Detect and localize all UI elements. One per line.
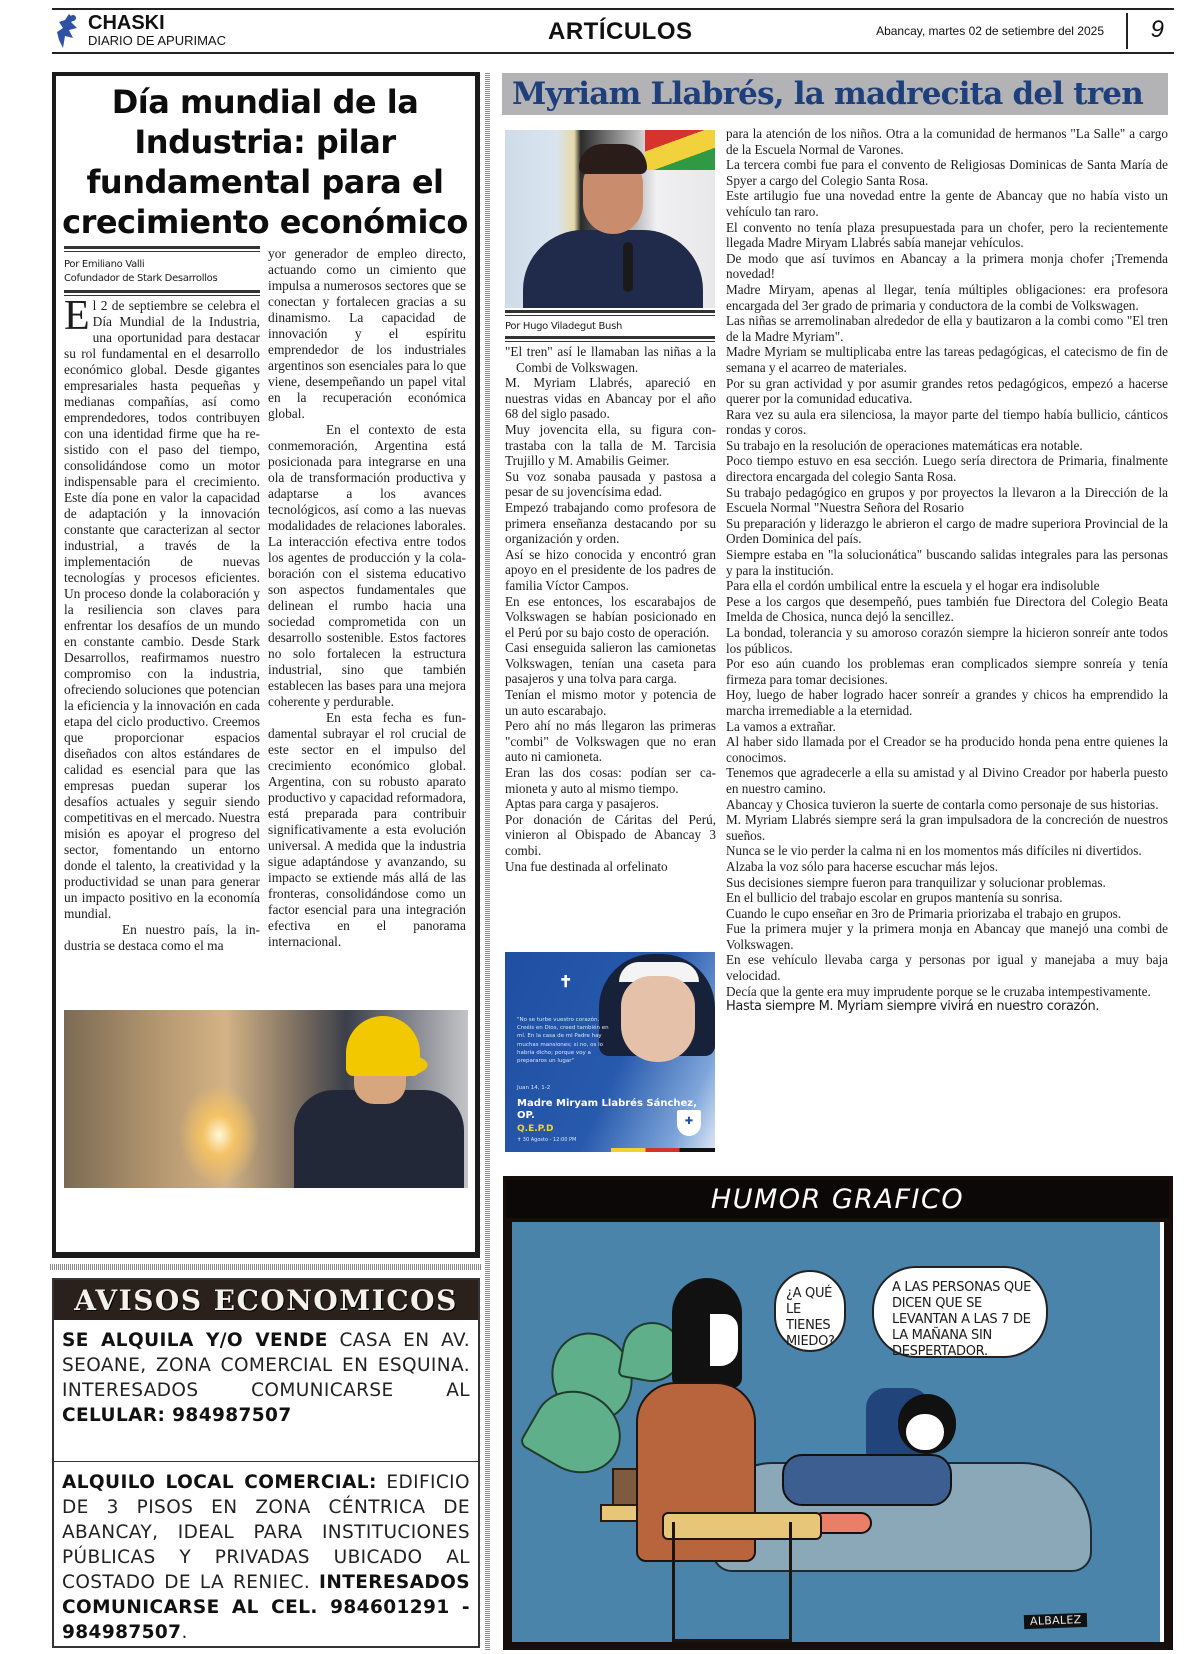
article-paragraph: En el bullicio del trabajo escolar en grupos mantenía su sonrisa. [726,890,1063,906]
classified-ad: SE ALQUILA Y/O VENDE CASA EN AV. SEOANE, ZONA COMERCIAL EN ESQUINA. INTERESADOS COMUNICARSE AL CELULAR: 984987507 [54,1320,478,1462]
brand-subtitle: DIARIO DE APURIMAC [88,33,226,48]
industry-day-article [52,72,480,1258]
article-paragraph: Una fue destinada al orfelinato [505,858,668,874]
ad-contact: CELULAR: 984987507 [62,1405,292,1426]
article-paragraph: Cuando le cupo enseñar en 3ro de Primaria priorizaba el trabajo en grupos. [726,905,1122,921]
article-paragraph: Así se hizo conocida y encontró gran apoyo en el presidente de los padres de familia Víctor Campos. [505,546,716,593]
dateline: Abancay, martes 02 de setiembre del 2025 [876,24,1104,38]
obituary-quote: "No se turbe vuestro corazón. Creéis en Dios, creed también en mí. En la casa de mi Padre hay muchas mansiones; si no, os lo habría dicho; porque voy a prepararos un lugar" [517,1017,609,1065]
byline-block [64,246,260,296]
obituary-reference: Juan 14, 1-2 [517,1085,551,1091]
ad-lead: SE ALQUILA Y/O VENDE [62,1330,328,1351]
article-paragraph: Poco tiempo estuvo en esa sección. Luego sería directora de Primaria, finalmente directora encargada del colegio Santa Rosa. [726,453,1168,485]
rule-divider [505,336,715,342]
article-paragraph: El 2 de septiembre se celebra el Día Mundial de la Industria, una oportunidad para destacar su rol fundamental en el desarrollo económico global. Desde gigantes empresariales hasta pequeñas y medianas compañías, así como emprendedores, todos contribuyen con una identidad firme que ha resistido con el paso del tiempo, consolidándose como un motor indispensable para el crecimiento. Este día pone en valor la capacidad de adaptación y la innovación constante que caracterizan al sector industrial, a través de la implementación de nuevas tecnologías y procesos eficientes. Un proceso donde la colaboración y la resiliencia son claves para enfrentar los desafíos de un mundo en constante cambio. Desde Stark Desarrollos, reafirmamos nuestro compromiso con la industria, ofreciendo soluciones que potencian la eficiencia y la innovación en cada etapa del ciclo productivo. Creemos que proporcionar espacios diseñados con altos estándares de calidad es esencial para que las empresas puedan superar los desafíos actuales y seguir siendo competitivas en el mercado. Nuestra misión es apoyar el progreso del sector, fomentando un entorno donde el talento, la creatividad y la productividad se unan para generar un impacto positivo en la economía mundial. [64,293,260,921]
article-column-2 [268,246,466,950]
worker-figure [294,1090,464,1188]
byline [64,252,260,290]
article-paragraph: Empezó trabajando como profesora de primera enseñanza destacando por su organización y orden. [505,499,716,547]
article-lead: "El tren" así le llamaban las niñas a la Combi de Volkswagen. [505,344,716,375]
chair-legs [672,1522,792,1642]
article-column-1 [64,293,260,954]
author-suit [523,230,703,308]
article-paragraph: Alzaba la voz sólo para hacerse escuchar más lejos. [726,858,999,874]
article-paragraph: Para ella el cordón umbilical entre la escuela y el hogar era indisoluble [726,578,1100,594]
classifieds-header: AVISOS ECONOMICOS [54,1280,478,1320]
article-paragraph: Nunca se le vio perder la calma ni en los momentos más difíciles ni divertidos. [726,843,1142,859]
speech-bubble-therapist: ¿A QUÉ LE TIENES MIEDO? [774,1270,846,1352]
byline-author: Por Emiliano Valli [64,259,145,270]
section-divider [50,1264,482,1270]
article-closing: Hasta siempre M. Myriam siempre vivirá en nuestro corazón. [726,999,1100,1015]
section-title: ARTÍCULOS [548,18,693,45]
article-paragraph: Su trabajo en la resolución de operaciones matemáticas era notable. [726,437,1083,453]
article-paragraph: La bondad, tolerancia y su amoroso corazón siempre la hicieron sonreír ante todos los públicos. [726,625,1168,656]
flag-color-band [611,1148,715,1152]
rule-divider [64,290,260,296]
article-paragraph: Su preparación y liderazgo le abrieron el cargo de madre superiora Provincial de la Orden Dominica del país. [726,515,1168,547]
article-paragraph: M. Myriam Llabrés siempre será la gran impulsadora de la concreción de nuestros sueños. [726,812,1168,843]
comic-panel [512,1222,1164,1642]
article-paragraph: Por eso aún cuando los problemas eran complicados siempre sonreía y tenía firmeza para tomar decisiones. [726,656,1168,687]
column-divider [485,72,490,1650]
microphone-icon [623,242,633,292]
brand-name: CHASKI [88,12,165,34]
article-paragraph: En esta fecha es fundamental subrayar el rol crucial de este sector en el impulso del crecimiento económico global. Argentina, con su robusto aparato productivo y capacidad reformadora, está preparada para contribuir significativamente a esta evolución universal. A medida que la industria sigue adaptándose y avanzando, su impacto se extiende más allá de las fronteras, consolidándose como un factor esencial para una integración efectiva en el panorama internacional. [268,710,466,949]
article-paragraph: Eran las dos cosas: podían ser camioneta y auto al mismo tiempo. [505,765,716,796]
brand [88,13,226,49]
article-paragraph: Su trabajo pedagógico en grupos y por proyectos la llevaron a la Dirección de la Escuela Normal "Nuestra Señora del Rosario [726,484,1168,516]
article-paragraph: Por donación de Cáritas del Perú, vinieron al Obispado de Abancay 3 combi. [505,811,716,858]
article-paragraph: Las niñas se arremolinaban alrededor de ella y bautizaron a la combi como "El tren de la Madre Myriam". [726,313,1168,344]
classified-ads [52,1278,480,1648]
article-paragraph: yor generador de empleo directo, actuando como un cimiento que impulsa a numerosos sectores que se conectan y fortalecen gracias a su dinamismo. La capacidad de innovación y el espíritu emprendedor de los industriales argentinos son esenciales para lo que viene, desempeñando un papel vital en la recuperación económica global. [268,246,466,421]
article-paragraph: Por su gran actividad y por asumir grandes retos pedagógicos, empezó a hacerse querer por la comunidad educativa. [726,375,1168,407]
ad-lead: ALQUILO LOCAL COMERCIAL: [62,1472,377,1493]
speech-bubble-patient: A LAS PERSONAS QUE DICEN QUE SE LEVANTAN A LAS 7 DE LA MAÑANA SIN DESPERTADOR. [872,1266,1048,1358]
page-number-divider [1126,13,1128,49]
drop-cap: E [64,293,90,339]
article-column-2 [726,126,1168,1015]
article-paragraph: De modo que así tuvimos en Abancay a la primera monja chofer ¡Tremenda novedad! [726,250,1168,282]
article-paragraph: Casi enseguida salieron las camionetas Volkswagen, tenían una caseta para pasajeros y una tolva para carga. [505,640,716,687]
article-paragraph: La tercera combi fue para el convento de Religiosas Dominicas de Santa María de Spyer a cargo del Colegio Santa Rosa. [726,157,1168,188]
comic-title: HUMOR GRAFICO [506,1180,1169,1218]
article-paragraph: Abancay y Chosica tuvieron la suerte de contarla como personaje de sus historias. [726,796,1159,812]
article-paragraph: Tenemos que agradecerle a ella su amistad y al Divino Creador por haberla puesto en nuestro camino. [726,765,1168,796]
ad-contact: INTERESADOS COMUNICARSE AL CEL. 984601291 - 984987507 [62,1572,470,1643]
article-paragraph: Al haber sido llamada por el Creador se ha producido honda pena entre quienes la conocimos. [726,734,1168,765]
article-paragraph: El convento no tenía plaza presupuestada para un chofer, pero la recientemente llegada Madre Miryam Llabrés sabía manejar vehículos. [726,219,1168,251]
article-paragraph: Muy jovencita ella, su figura contrastaba con la talla de M. Tarcisia Trujillo y M. Amabilis Geimer. [505,421,716,469]
article-paragraph: para la atención de los niños. Otra a la comunidad de hermanos "La Salle" a cargo de la Escuela Normal de Varones. [726,126,1168,157]
article-paragraph: Este artilugio fue una novedad entre la gente de Abancay que no había visto un vehículo tan raro. [726,188,1168,219]
flag-image [645,130,715,170]
obituary-qepd: Q.E.P.D [517,1124,554,1134]
obituary-name: Madre Miryam Llabrés Sánchez, OP. [517,1098,697,1121]
hard-hat-icon [346,1016,420,1076]
article-paragraph: Siempre estaba en "la solucionática" buscando salidas integrales para las personas y para la institución. [726,547,1168,578]
article-headline: Myriam Llabrés, la madrecita del tren [512,76,1143,112]
article-paragraph: Aptas para carga y pasajeros. [505,796,659,812]
article-headline: Día mundial de la Industria: pilar fundamental para el crecimiento económico [62,83,468,241]
article-paragraph: Pero ahí no más llegaron las primeras "combi" de Volkswagen que no eran auto ni camioneta. [505,718,716,765]
patient-body [782,1454,952,1506]
article-paragraph: Hoy, luego de haber logrado hacer sonreír a grandes y chicos ha emprendido la marcha irremediable a la eternidad. [726,687,1168,718]
article-paragraph: Tenían el mismo motor y potencia de un auto escarabajo. [505,687,716,718]
article-paragraph: En el contexto de esta conmemoración, Argentina está posicionada para integrarse en una ola de transformación productiva y adaptarse a los avances tecnológicos, así como a las nuevas modalidades de relaciones laborales. La interacción efectiva entre todos los agentes de producción y la colaboración con el sistema educativo son aspectos fundamentales que delinean el rumbo hacia una sociedad comprometida con un desarrollo sostenible. Estos factores no solo fortalecen la estructura industrial, sino que también establecen las bases para una mejora coherente y perdurable. [268,422,466,709]
article-paragraph: En nuestro país, la industria se destaca como el ma [64,922,260,953]
byline-block [505,310,715,342]
article-paragraph: Madre Myriam se multiplicaba entre las tareas pedagógicas, el catecismo de fin de semana y el acarreo de materiales. [726,344,1168,375]
industrial-worker-photo [64,1010,468,1188]
article-paragraph: Su voz sonaba pausada y pastosa a pesar de su jovencísima edad. [505,468,716,500]
therapist-face [708,1312,740,1368]
article-paragraph: Sus decisiones siempre fueron para tranquilizar y solucionar problemas. [726,874,1106,890]
article-paragraph: Pese a los cargos que desempeñó, pues también fue Directora del Colegio Beata Imelda de Chosica, nunca dejó la sencillez. [726,593,1168,625]
chaski-logo-icon [55,12,83,52]
page-number: 9 [1150,16,1164,43]
cross-icon: ✝ [559,974,573,991]
obituary-date: ✝ 30 Agosto - 12:00 PM [517,1137,577,1143]
classified-ad: ALQUILO LOCAL COMERCIAL: EDIFICIO DE 3 PISOS EN ZONA CÉNTRICA DE ABANCAY, IDEAL PARA INSTITUCIONES PÚBLICAS Y PRIVADAS UBICADO AL COSTADO DE LA RENIEC. INTERESADOS COMUNICARSE AL CEL. 984601291 - 984987507. [62,1472,470,1643]
artist-signature: ALBALEZ [1024,1613,1088,1629]
article-paragraph: Madre Miryam, apenas al llegar, tenía múltiples obligaciones: era profesora encargada del 3er grado de primaria y conductora de la combi de Volkswagen. [726,281,1168,313]
article-paragraph: Rara vez su aula era silenciosa, la mayor parte del tiempo había bullicio, cánticos rondas y coros. [726,406,1168,438]
article-paragraph: M. Myriam Llabrés, apareció en nuestras vidas en Abancay por el año 68 del siglo pasado. [505,375,716,422]
byline-author: Por Hugo Viladegut Bush [505,321,623,332]
masthead [52,8,1174,54]
article-paragraph: Decía que la gente era muy imprudente porque se le cruzaba intempestivamente. [726,983,1151,999]
nun-portrait [621,976,695,1062]
article-paragraph: En ese vehículo llevaba carga y personas por igual y manejaba a muy baja velocidad. [726,952,1168,984]
byline-role: Cofundador de Stark Desarrollos [64,273,218,284]
headline-bar [502,73,1168,115]
article-paragraph: En ese entonces, los escarabajos de Volkswagen se habían posicionado en el Perú por su bajo costo de operación. [505,593,716,640]
article-column-1 [505,344,716,874]
author-hair [579,144,647,174]
comic-strip [503,1176,1173,1650]
small-cross-icon: ✝ [517,1137,523,1143]
patient-face [904,1412,946,1452]
obituary-card [505,952,715,1152]
article-paragraph: La vamos a extrañar. [726,718,836,734]
author-photo [505,130,715,308]
school-shield-icon: ✚ [677,1110,701,1136]
article-paragraph: Fue la primera mujer y la primera monja en Abancay que manejó una combi de Volkswagen. [726,921,1168,952]
